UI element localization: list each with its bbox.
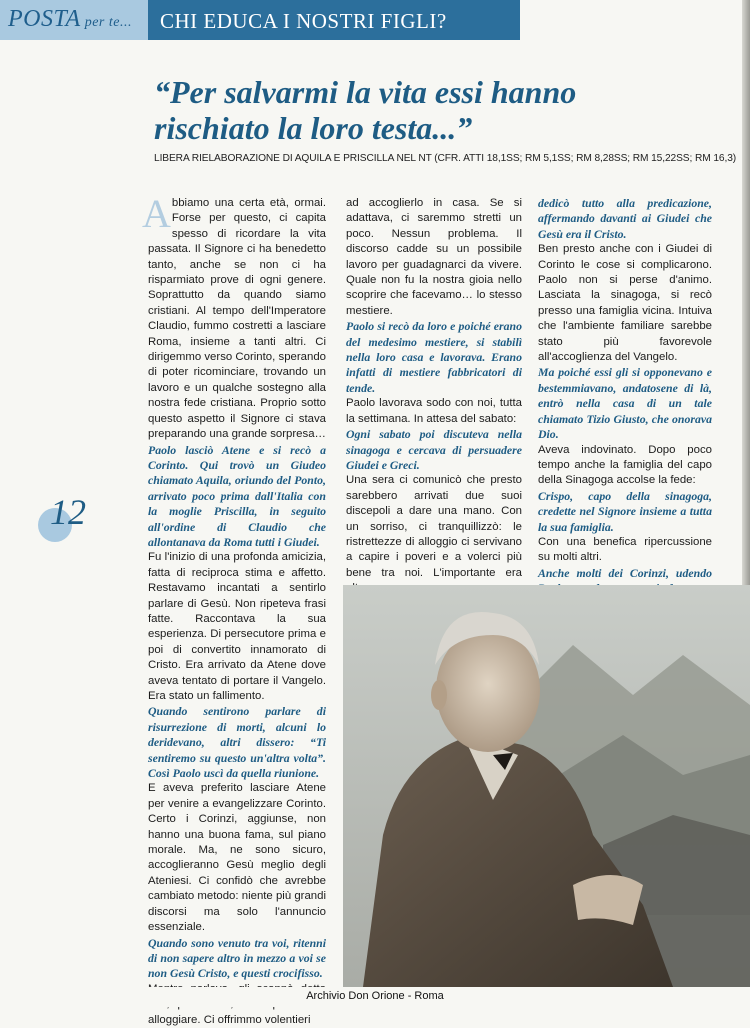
scripture-quote: Quando sono venuto tra voi, ritenni di non sapere altro in mezzo a voi se non Gesù Cristo, e questi crocifisso. [148,935,326,981]
headline-line-1: “Per salvarmi la vita essi hanno [154,74,577,110]
article-subhead: LIBERA RIELABORAZIONE DI AQUILA E PRISCILLA NEL NT (CFR. ATTI 18,1SS; RM 5,1SS; RM 8,28SS; RM 15,22SS; RM 16,3) [154,153,737,164]
paragraph: Aveva indovinato. Dopo poco tempo anche la famiglia del capo della Sinagoga accolse la fede: [538,443,712,487]
archive-footer: Archivio Don Orione - Roma [306,990,444,1002]
header-title: CHI EDUCA I NOSTRI FIGLI? [160,9,447,33]
page-number: 12 [50,492,86,532]
paragraph: Con una benefica ripercussione su molti altri. [538,535,712,564]
article-headline [154,74,714,146]
paragraph: E aveva preferito lasciare Atene per venire a evangelizzare Corinto. Certo i Corinzi, aggiunse, non hanno una buona fama, sul piano morale. Ma, ne sono sicuro, accoglieranno Gesù meglio degli Ateniesi. Ci confidò che avrebbe cambiato metodo: niente più grandi discorsi ma solo l'annuncio essenziale. [148,782,326,934]
paragraph-text: bbiamo una certa età, ormai. Forse per questo, ci capita spesso di ricordare la vita passata. Il Signore ci ha benedetto tanto, anche se non ci ha risparmiato prove di ogni genere. Soprattutto da quando siamo cristiani. Al tempo dell'Imperatore Claudio, fummo costretti a lasciare Roma, insieme a tanti altri. Ci dirigemmo verso Corinto, sperando di poter ricominciare, trovando un lavoro e un qualche sostegno alla nostra fede cristiana. Proprio sotto questo aspetto il Signore ci stava preparando una grande sorpresa… [148,197,326,441]
text-column-3 [538,196,712,612]
headline-line-2: rischiato la loro testa...” [154,110,473,146]
scripture-quote: dedicò tutto alla predicazione, affermando davanti ai Giudei che Gesù era il Cristo. [538,196,712,241]
paragraph: Una sera ci comunicò che presto sarebbero arrivati due suoi discepoli a dare una mano. Con un sorriso, ci tranquillizzò: le ristrettezze di alloggio ci servivano a capire i poveri e a volerci più bene tra noi. L'importante era [346,474,522,579]
paragraph: Paolo lavorava sodo con noi, tutta la settimana. In attesa del sabato: [346,397,522,425]
section-label-small: per te... [80,15,132,30]
scripture-quote: Ma poiché essi gli si opponevano e bestemmiavano, andatosene di là, entrò nella casa di un tale chiamato Tizio Giusto, che onorava Dio. [538,365,712,442]
paragraph: ad accoglierlo in casa. Se si adattava, ci saremmo stretti un poco. Nessun problema. Il discorso cadde su un possibile lavoro per guadagnarci da vivere. Quale non fu la nostra gioia nello scoprire che facevamo… lo stesso mestiere. [346,197,522,317]
drop-cap: A [142,191,171,236]
paragraph: Ben presto anche con i Giudei di Corinto le cose si complicarono. Paolo non si perse d'animo. Lasciata la sinagoga, si recò presso una famiglia vicina. Intuiva che l'ambiente familiare sarebbe stato più favorevole all'accoglienza del Vangelo. [538,243,712,364]
text-column-2 [346,196,522,627]
scripture-quote: Anche molti dei Corinzi, udendo [538,565,712,580]
paragraph: alloggiare. Ci offrimmo volentieri [148,1013,311,1026]
scripture-quote: Paolo si recò da loro e poiché erano del medesimo mestiere, si stabilì nella loro casa e lavorava. Erano infatti di mestiere fabbricatori di tende. [346,319,522,395]
scripture-quote: Crispo, capo della sinagoga, credette nel Signore insieme a tutta la sua famiglia. [538,488,712,534]
scripture-quote: Quando sentirono parlare di risurrezione di morti, alcuni lo deridevano, altri dissero: “Ti sentiremo su questo un'altra volta”. Così Paolo uscì da quella riunione. [148,704,326,781]
text-column-1 [142,191,326,1028]
section-label-big: POSTA [8,6,81,32]
paragraph: Fu l'inizio di una profonda amicizia, fatta di reciproca stima e affetto. Restavamo incantati a sentirlo parlare di Gesù. Non ripeteva frasi fatte. Raccontava la sua esperienza. Di persecutore prima e poi di convertito innamorato di Cristo. Era arrivato da Atene dove aveva tentato di portare il Vangelo. Era stato un fallimento. [148,551,326,702]
portrait-photo [343,585,750,987]
section-label [8,6,132,33]
paragraph [142,191,326,443]
section-label-box [0,0,148,40]
scripture-quote: Ogni sabato poi discuteva nella sinagoga e cercava di persuadere Giudei e Greci. [346,427,522,472]
scripture-quote: Paolo lasciò Atene e si recò a Corinto. Qui trovò un Giudeo chiamato Aquila, oriundo del Ponto, arrivato poco prima dall'Italia con la moglie Priscilla, in seguito all'ordine di Claudio che allontanava da Roma tutti i Giudei. [148,442,326,549]
header-bar [0,0,520,40]
